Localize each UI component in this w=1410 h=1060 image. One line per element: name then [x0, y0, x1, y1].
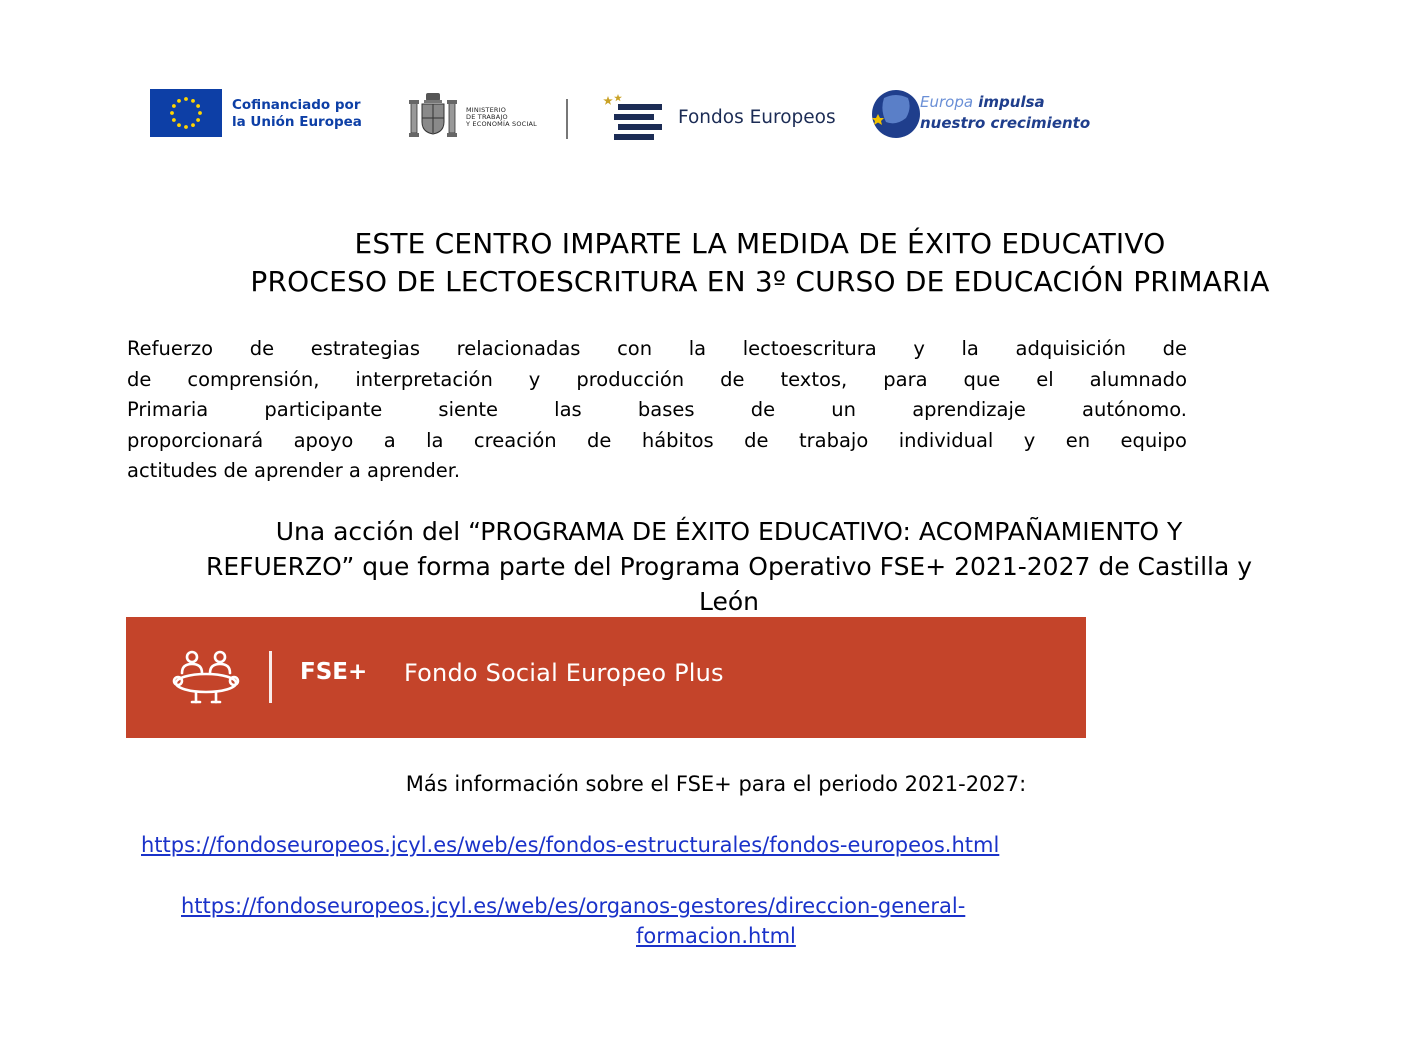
paragraph-line: Primaria participante siente las bases de un aprendizaje autónomo. [127, 398, 1187, 421]
ministry-line2: DE TRABAJO [466, 113, 508, 122]
title-line2: PROCESO DE LECTOESCRITURA EN 3º CURSO DE EDUCACIÓN PRIMARIA [250, 265, 1270, 298]
program-statement-line1: Una acción del “PROGRAMA DE ÉXITO EDUCATIVO: ACOMPAÑAMIENTO Y [275, 517, 1183, 546]
ministry-line3: Y ECONOMÍA SOCIAL [466, 120, 537, 129]
ministry-logo-text [466, 107, 566, 129]
paragraph-line: actitudes de aprender a aprender. [127, 459, 461, 482]
organos-gestores-link[interactable]: https://fondoseuropeos.jcyl.es/web/es/organos-gestores/direccion-general- [181, 894, 966, 918]
eu-logo-text [232, 97, 382, 131]
more-info-text: Más información sobre el FSE+ para el periodo 2021-2027: [405, 772, 1027, 796]
eu-logo-line1: Cofinanciado por [232, 97, 361, 113]
description-paragraph [127, 334, 1187, 487]
fondos-europeos-link[interactable]: https://fondoseuropeos.jcyl.es/web/es/fondos-estructurales/fondos-europeos.html [141, 833, 1000, 857]
impulsa-line2: nuestro crecimiento [920, 114, 1091, 132]
fondos-europeos-text: Fondos Europeos [678, 107, 836, 128]
eu-flag-icon [150, 89, 222, 137]
title-line1: ESTE CENTRO IMPARTE LA MEDIDA DE ÉXITO EDUCATIVO [354, 227, 1166, 260]
paragraph-line: proporcionará apoyo a la creación de hábitos de trabajo individual y en equipo [127, 428, 1187, 452]
paragraph-line: de comprensión, interpretación y producción de textos, para que el alumnado [127, 367, 1187, 391]
fondos-europeos-icon [600, 94, 670, 146]
ministry-line1: MINISTERIO [466, 106, 507, 114]
europa-impulsa-text [920, 92, 1180, 134]
fse-banner-divider [269, 651, 272, 703]
program-statement-line3: León [698, 587, 759, 616]
fse-abbreviation: FSE+ [300, 659, 368, 685]
spain-coat-of-arms-icon [408, 91, 458, 147]
page-title [110, 225, 1410, 301]
paragraph-line: Refuerzo de estrategias relacionadas con la lectoescritura y la adquisición de [127, 337, 1187, 360]
ministry-divider [566, 99, 568, 139]
europa-globe-icon [870, 84, 918, 148]
program-statement [126, 514, 1332, 619]
fse-plus-banner [126, 617, 1086, 738]
eu-logo-line2: la Unión Europea [232, 114, 362, 130]
organos-gestores-link-continuation[interactable]: formacion.html [636, 924, 796, 948]
impulsa-word2: impulsa [978, 93, 1045, 111]
fse-full-name: Fondo Social Europeo Plus [404, 659, 724, 687]
program-statement-line2: REFUERZO” que forma parte del Programa Operativo FSE+ 2021-2027 de Castilla y [205, 552, 1253, 581]
people-meeting-icon [170, 649, 242, 709]
impulsa-word1: Europa [920, 93, 974, 111]
